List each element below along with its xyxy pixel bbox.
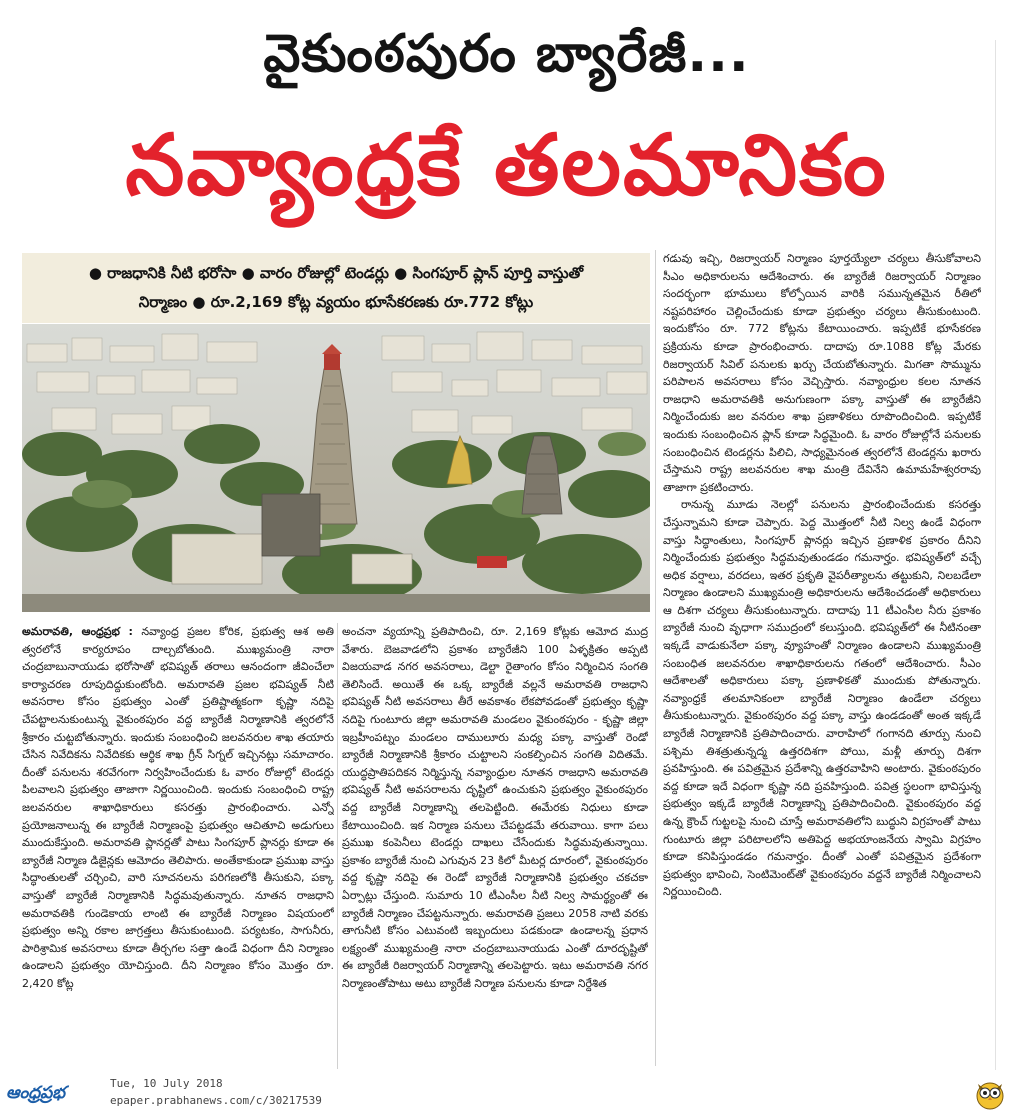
article-paragraph: రానున్న మూడు నెలల్లో పనులను ప్రారంభించేందుకు కసరత్తు చేస్తున్నామని కూడా చెప్పారు. పెద్ద మొత్తంలో నీటి నిల్వ ఉండే విధంగా వాస్తు సిద్ధాంతులు, సింగపూర్ ప్లానర్లు ఇచ్చిన ప్రణాళిక ప్రకారం దీనిని నిర్మించేందుకు ప్రభుత్వం సిద్ధమవుతుండడం గమనార్హం. భవిష్యత్‌లో వచ్చే అధిక వర్షాలు, వరదలు, ఇతర ప్రకృతి వైపరీత్యాలను తట్టుకుని, నిలబడేలా నిర్మాణం ఉండాలని ముఖ్యమంత్రి అధికారులను ఆదేశించడంతో అధికారులు ఆ దిశగా చర్యలు తీసుకుంటున్నారు. దాదాపు 11 టీఎంసీల నీరు ప్రకాశం బ్యారేజీ నుంచి వృధాగా సముద్రంలో కలుస్తుంది. భవిష్యత్‌లో ఈ నీటినంతా ఇక్కడే వాడుకునేలా పక్కా వ్యూహంతో నిర్మాణం ఉండాలని ముఖ్యమంత్రి సంబంధిత జలవనరుల శాఖాధికారులను గతంలో ఆదేశించారు. సీఎం ఆదేశాలతో అధికారులు పక్కా ప్రణాళికతో ముందుకు పోతున్నారు. నవ్యాంధ్రకే తలమానికంలా బ్యారేజీ నిర్మాణం ఉండేలా చర్యలు తీసుకుంటున్నారు. వైకుంఠపురం వద్ద పక్కా వాస్తు ఉండడంతో అంత ఇక్కడే బ్యారేజీ నిర్మాణానికి ప్రతిపాదించారు. వారాహిలో గంగానది తూర్పు నుంచి పశ్చిమ తిశత్రుతున్నద్మ ఉత్తరదిశగా పోయి, మళ్లీ తూర్పు దిశగా ప్రవహిస్తుంది. ఈ పవిత్రమైన ప్రదేశాన్ని ఉత్తరవాహిని అంటారు. వైకుంఠపురం వద్ద కూడా ఇదే విధంగా కృష్ణా నది ప్రవహిస్తుంది. పవిత్ర స్థలంగా భావిస్తున్న ప్రభుత్వం ఇక్కడే బ్యారేజీ నిర్మాణాన్ని ప్రతిపాదించింది. వైకుంఠపురం వద్ద ఉన్న క్రౌంచ్ గుట్టలపై నుంచి చూస్తే అమరావతిలోని బుద్ధుని విగ్రహంతో పాటు గుంటూరు జిల్లా పరిటాలలోని అతిపెద్ద అభయాంజనేయ స్వామి విగ్రహం కూడా కనిపిస్తుండడం గమనార్హం. దీంతో ఎంతో పవిత్రమైన ప్రదేశంగా ప్రభుత్వం భావించి, సెంటిమెంట్‌తో వైకుంఠపురం వద్దనే బ్యారేజీ నిర్మించాలని నిర్ణయించింది. [663, 498, 981, 899]
article-paragraph: గడువు ఇచ్చి, రిజర్వాయర్ నిర్మాణం పూర్తయ్యేలా చర్యలు తీసుకోవాలని సీఎం అధికారులను ఆదేశించారు. ఈ బ్యారేజీ రిజర్వాయర్ నిర్మాణం సందర్భంగా భూములు కోల్పోయిన వారికి సమున్నతమైన రీతిలో నష్టపరిహారం చెల్లించేందుకు కూడా ప్రభుత్వం చర్యలు తీసుకుంటుంది. ఇందుకోసం రూ. 772 కోట్లను కేటాయించారు. ఇప్పటికే భూసేకరణ ప్రక్రియను కూడా ప్రారంభించారు. దాదాపు రూ.1088 కోట్ల మేరకు రిజర్వాయర్ సివిల్ పనులకు ఖర్చు చేయబోతున్నారు. మిగతా సొమ్మును పరిపాలన అవసరాలు కోసం వెచ్చిస్తారు. నవ్యాంధ్రుల కలల నూతన రాజధాని అమరావతికి అనుగుణంగా పక్కా వాస్తుతో ఈ బ్యారేజీని నిర్మించేందుకు జల వనరుల శాఖ ప్రణాళికలు రూపొందించింది. ఇప్పటికే ఇందుకు సంబంధించిన ప్లాన్ కూడా సిద్ధమైంది. ఓ వారం రోజుల్లోనే పనులకు సంబంధించిన టెండర్లను పిలిచి, సాధ్యమైనంత త్వరలోనే టెండర్లను ఖరారు చేస్తామని రాష్ట్ర జలవనరుల శాఖ మంత్రి దేవినేని ఉమామహేశ్వరరావు తాజాగా ప్రకటించారు. [663, 252, 981, 494]
deck-subheadline [22, 253, 650, 323]
deck-line-1: ● రాజధానికి నీటి భరోసా ● వారం రోజుల్లో టెండర్లు ● సింగపూర్ ప్లాన్ పూర్తి వాస్తుతో [88, 264, 584, 282]
article-column-3 [663, 250, 981, 1064]
column-rule-left [337, 623, 338, 1069]
epaper-url[interactable]: epaper.prabhanews.com/c/30217539 [110, 1094, 322, 1107]
kicker-headline: వైకుంఠపురం బ్యారేజీ... [263, 24, 750, 84]
newspaper-logo[interactable]: ఆంధ్రప్రభ [6, 1083, 66, 1103]
paragraph-text: నవ్యాంధ్ర ప్రజల కోరిక, ప్రభుత్వ ఆశ అతి త్వరలోనే కార్యరూపం దాల్చబోతుంది. ముఖ్యమంత్రి నారా చంద్రబాబునాయుడు భరోసాతో భవిష్యత్ తరాలు ఆనందంగా జీవించేలా కార్యాచరణ రూపుదిద్దుకుంటోంది. అమరావతి ప్రజల భవిష్యత్ నీటి అవసరాల కోసం ప్రభుత్వం ఎంతో ప్రతిష్టాత్మకంగా కృష్ణా నదిపై చేపట్టాలనుకుంటున్న వైకుంఠపురం వద్ద బ్యారేజీ నిర్మాణానికి త్వరలోనే శ్రీకారం చుట్టబోతున్నారు. ఇందుకు సంబంధించి జలవనరుల శాఖ తయారు చేసిన నివేదికను నివేదికకు ఆర్థిక శాఖ గ్రీన్ సిగ్నల్ ఇచ్చినట్లు సమాచారం. దీంతో పనులను శరవేగంగా నిర్వహించేందుకు ఓ వారం రోజుల్లో టెండర్లు పిలవాలని ప్రభుత్వం తాజాగా నిర్ణయించింది. ఇందుకు సంబంధించి రాష్ట్ర జలవనరుల శాఖాధికారులు కసరత్తు ప్రారంభించారు. ఎన్నో ప్రయోజనాలున్న ఈ బ్యారేజీ నిర్మాణంపై ప్రభుత్వం ఆచితూచి అడుగులు ముందుకేస్తుంది. అమరావతి ప్లానర్లతో పాటు సింగపూర్ ప్లానర్లు కూడా ఈ బ్యారేజీ నిర్మాణ డిజైన్లకు ఆమోదం తెలిపారు. అంతేకాకుండా ప్రముఖ వాస్తు సిద్ధాంతులతో చర్చించి, వారి సూచనలను పరిగణలోకి తీసుకుని, పక్కా వాస్తుతో బ్యారేజీ నిర్మాణానికి సిద్ధమవుతున్నారు. నూతన రాజధాని అమరావతికి గుండెకాయ లాంటి ఈ బ్యారేజీ నిర్మాణం విషయంలో ప్రభుత్వం అన్ని రకాల జాగ్రత్తలు తీసుకుంటుంది. పర్యటకం, సాగునీరు, పారిశ్రామిక అవసరాలు కూడా తీర్చగల సత్తా ఉండే విధంగా దీని నిర్మాణం ఉండాలని ప్రభుత్వం యోచిస్తుంది. దీని నిర్మాణం కోసం మొత్తం రూ. 2,420 కోట్ల [22, 625, 334, 990]
photo-illustration [22, 324, 650, 612]
article-column-2 [342, 623, 648, 1071]
article-column-1 [22, 623, 334, 1071]
article-paragraph [22, 623, 334, 992]
main-headline: నవ్యాంధ్రకే తలమానికం [125, 116, 888, 214]
owl-mascot-icon[interactable] [974, 1076, 1006, 1110]
page-edge-rule [995, 40, 996, 1070]
column-rule-right [655, 250, 656, 1066]
epaper-footer [0, 1074, 1013, 1114]
article-photo-temple-town [22, 324, 650, 612]
deck-line-2: నిర్మాణం ● రూ.2,169 కోట్ల వ్యయం భూసేకరణకు రూ.772 కోట్లు [138, 293, 534, 311]
dateline: అమరావతి, ఆంధ్రప్రభ : [22, 625, 133, 638]
edition-date: Tue, 10 July 2018 [110, 1077, 223, 1090]
article-paragraph: అంచనా వ్యయాన్ని ప్రతిపాదించి, రూ. 2,169 కోట్లకు ఆమోద ముద్ర వేశారు. బెజవాడలోని ప్రకాశం బ్యారేజీని 100 ఏళ్ళక్రితం అప్పటి విజయవాడ నగర అవసరాలు, డెల్టా రైతాంగం కోసం నిర్మించిన సంగతి తెలిసిందే. అయితే ఈ ఒక్క బ్యారేజీ వల్లనే అమరావతి రాజధాని భవిష్యత్ నీటి అవసరాలు తీరే అవకాశం లేకపోవడంతో ప్రభుత్వం కృష్ణా నదిపై గుంటూరు జిల్లా అమరావతి మండలం వైకుంఠపురం - కృష్ణా జిల్లా ఇబ్రహీంపట్నం మండలం దాములూరు మధ్య పక్కా వాస్తుతో రెండో బ్యారేజీ నిర్మాణానికి శ్రీకారం చుట్టాలని సంకల్పించిన సంగతి విదితమే. యుద్ధప్రాతిపదికన నిర్మిస్తున్న నవ్యాంధ్రుల నూతన రాజధాని అమరావతి భవిష్యత్ నీటి అవసరాలను దృష్టిలో ఉంచుకుని ప్రభుత్వం వైకుంఠపురం వద్ద బ్యారేజీ నిర్మాణాన్ని తలపెట్టింది. ఈమేరకు నిధులు కూడా కేటాయించింది. ఇక నిర్మాణ పనులు చేపట్టడమే తరువాయి. కాగా పలు ప్రముఖ కంపెనీలు టెండర్లు దాఖలు చేసేందుకు సిద్ధమవుతున్నాయి. ప్రకాశం బ్యారేజీ నుంచి ఎగువున 23 కిలో మీటర్ల దూరంలో, వైకుంఠపురం వద్ద కృష్ణా నదిపై ఈ రెండో బ్యారేజీ నిర్మాణానికి ప్రభుత్వం చకచకా ఏర్పాట్లు చేస్తుంది. సుమారు 10 టీఎంసీల నీటి నిల్వ సామర్థ్యంతో ఈ బ్యారేజీ నిర్మాణం చేపట్టనున్నారు. అమరావతి ప్రజలు 2058 నాటి వరకు తాగునీటి కోసం ఎటువంటి ఇబ్బందులు పడకుండా ఉండాలన్న ప్రధాన లక్ష్యంతో ముఖ్యమంత్రి నారా చంద్రబాబునాయుడు ఎంతో దూరదృష్టితో ఈ బ్యారేజీ రిజర్వాయర్ నిర్మాణాన్ని తలపెట్టారు. ఇటు అమరావతి నగర నిర్మాణంతోపాటు అటు బ్యారేజీ నిర్మాణ పనులను కూడా నిర్దేశిత [342, 625, 648, 990]
